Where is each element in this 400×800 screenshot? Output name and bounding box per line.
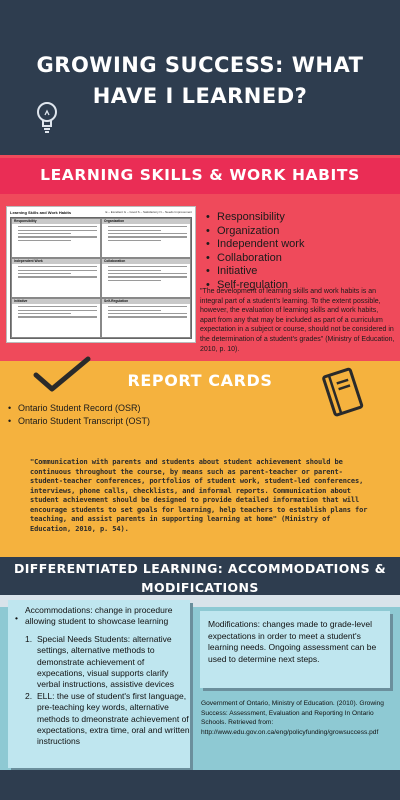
rubric-cell [101,298,191,338]
differentiated-title: DIFFERENTIATED LEARNING: ACCOMMODATIONS & MODIFICATIONS [13,561,387,595]
rubric-legend: E – Excellent G – Good S – Satisfactory N – Needs Improvement [105,210,192,214]
rubric-cell-heading: Independent Work [12,259,100,264]
rubric-cell-heading: Responsibility [12,219,100,224]
learning-skills-rubric-image [6,206,196,343]
rubric-cell-heading: Collaboration [102,259,190,264]
report-cards-list [8,402,150,428]
rubric-cell [11,218,101,258]
rubric-grid [10,217,192,339]
list-item: • Organization [206,225,304,239]
learning-skills-quote: "The development of learning skills and work habits is an integral part of a student's learning. To the extent possible, however, the evaluation of learning skills and work habits, apart from any that may be included as part of a curriculum expectation in a subject or course, should not be considered in the determination of a student's grades" (Ministry of Education, 2010, p. 10). [200,288,395,353]
report-cards-title: REPORT CARDS [127,371,273,390]
list-item: • Initiative [206,265,304,279]
list-item: • Independent work [206,238,304,252]
rubric-cell-heading: Organization [102,219,190,224]
learning-skills-title: LEARNING SKILLS & WORK HABITS [40,166,360,184]
rubric-cell [11,258,101,298]
list-item-text: ELL: the use of student's first language, pre-teaching key words, alternative methods to dmeonstrate achievement of expectations, extra time, oral and written instructions [37,690,190,747]
list-item [27,691,190,748]
report-cards-quote: "Communication with parents and students about student achievement should be continuous throughout the course, by means such as parent-teacher or parent-student-teacher conferences, portfolios of student work, student-led conferences, interviews, phone calls, checklists, and informal reports. Communication about student achievement should be designed to provide detailed information that will encourage students to set goals for learning, help teachers to establish plans for teaching, and assist parents in supporting learning at home" (Ministry of Education, 2010, p. 54). [30,458,368,533]
footer [0,770,400,800]
list-item: • Collaboration [206,252,304,266]
list-item [27,634,190,691]
modifications-text: Modifications: changes made to grade-level expectations in order to meet a student's learning needs. Ongoing assessment can be used to determine next steps. [208,619,377,664]
reference-citation: Government of Ontario, Ministry of Education. (2010). Growing Success: Assessment, Evaluation and Reporting In Ontario Schools. Retrieved from: http://www.edu.gov.on.ca/eng/policyfunding/growsuccess.pdf [201,700,384,736]
rubric-cell-heading: Self-Regulation [102,299,190,304]
lightbulb-icon [34,100,60,136]
list-item: • Self-regulation [206,279,304,293]
page-title: GROWING SUCCESS: WHAT HAVE I LEARNED? [36,53,364,108]
list-item: • Responsibility [206,211,304,225]
list-number: 1. [25,633,33,644]
accommodations-content [15,605,190,748]
rubric-cell [101,258,191,298]
list-item-text: Special Needs Students: alternative settings, alternative methods to demonstrate achievement of expecations, visual supports clarify verbal instructions, assistive devices [37,633,175,690]
learning-skills-banner [0,158,400,194]
rubric-cell [11,298,101,338]
accommodations-list [15,634,190,748]
list-item: • Ontario Student Record (OSR) [8,402,150,415]
rubric-title: Learning Skills and Work Habits [10,210,72,215]
rubric-cell-heading: Initiative [12,299,100,304]
header-section [0,0,400,160]
accommodations-intro: • Accommodations: change in procedure allowing student to showcase learning [15,605,190,628]
list-number: 2. [25,690,33,701]
list-item: • Ontario Student Transcript (OST) [8,415,150,428]
rubric-cell [101,218,191,258]
learning-skills-list [206,211,304,293]
